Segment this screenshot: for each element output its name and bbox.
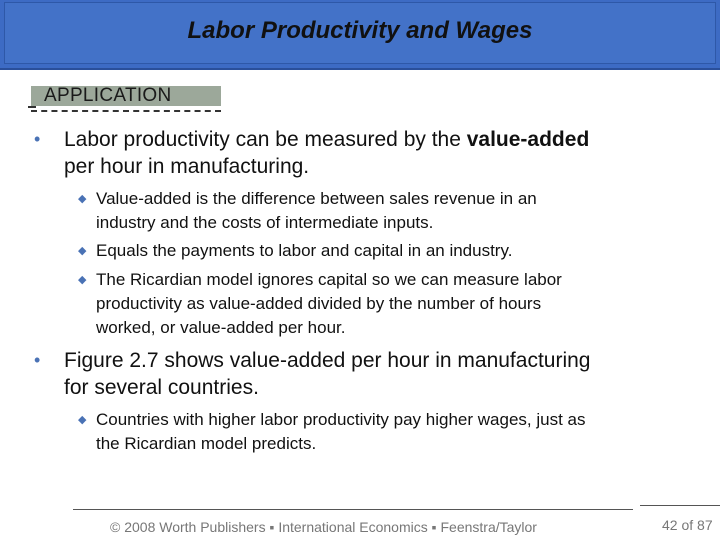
- diamond-bullet-icon: ◆: [78, 274, 87, 286]
- bullet-dot-icon: •: [34, 129, 41, 149]
- diamond-bullet-icon: ◆: [78, 193, 87, 205]
- dash-tick: [28, 106, 36, 108]
- bullet-dot-icon: •: [34, 350, 41, 370]
- diamond-bullet-icon: ◆: [78, 414, 87, 426]
- section-label: APPLICATION: [44, 85, 172, 106]
- page-divider: [640, 505, 720, 506]
- slide-title: Labor Productivity and Wages: [187, 17, 533, 44]
- sub-1-2-line-1: Equals the payments to labor and capital in an industry.: [96, 241, 513, 260]
- sub-bullet-2-1: [78, 408, 708, 456]
- sub-bullet-1-3: [78, 268, 698, 340]
- page-number: 42 of 87: [662, 517, 713, 533]
- sub-1-3-line-1: The Ricardian model ignores capital so we can measure labor: [96, 270, 562, 289]
- title-box: [4, 2, 716, 64]
- sub-2-1-line-1: Countries with higher labor productivity pay higher wages, just as: [96, 410, 586, 429]
- sub-1-1-line-1: Value-added is the difference between sales revenue in an: [96, 189, 537, 208]
- sub-1-1-line-2: industry and the costs of intermediate inputs.: [96, 213, 434, 232]
- bullet-2-line-1: Figure 2.7 shows value-added per hour in manufacturing: [64, 349, 591, 372]
- sub-bullet-1-2: [78, 239, 698, 263]
- bullet-2-line-2: for several countries.: [64, 376, 259, 399]
- sub-2-1-line-2: the Ricardian model predicts.: [96, 434, 317, 453]
- footer-divider: [73, 509, 633, 510]
- sub-1-3-line-3: worked, or value-added per hour.: [96, 318, 346, 337]
- title-bar: [0, 0, 720, 70]
- bullet-1-line-1: Labor productivity can be measured by the value-added: [64, 128, 590, 151]
- sub-1-3-line-2: productivity as value-added divided by the number of hours: [96, 294, 542, 313]
- footer-credit: © 2008 Worth Publishers ▪ International Economics ▪ Feenstra/Taylor: [110, 519, 537, 535]
- bold-term: value-added: [466, 128, 590, 151]
- bullet-1: [34, 126, 694, 180]
- dashed-divider: [31, 110, 221, 112]
- bullet-2: [34, 347, 694, 401]
- bullet-1-line-2: per hour in manufacturing.: [64, 155, 310, 178]
- sub-bullet-1-1: [78, 187, 698, 235]
- diamond-bullet-icon: ◆: [78, 245, 87, 257]
